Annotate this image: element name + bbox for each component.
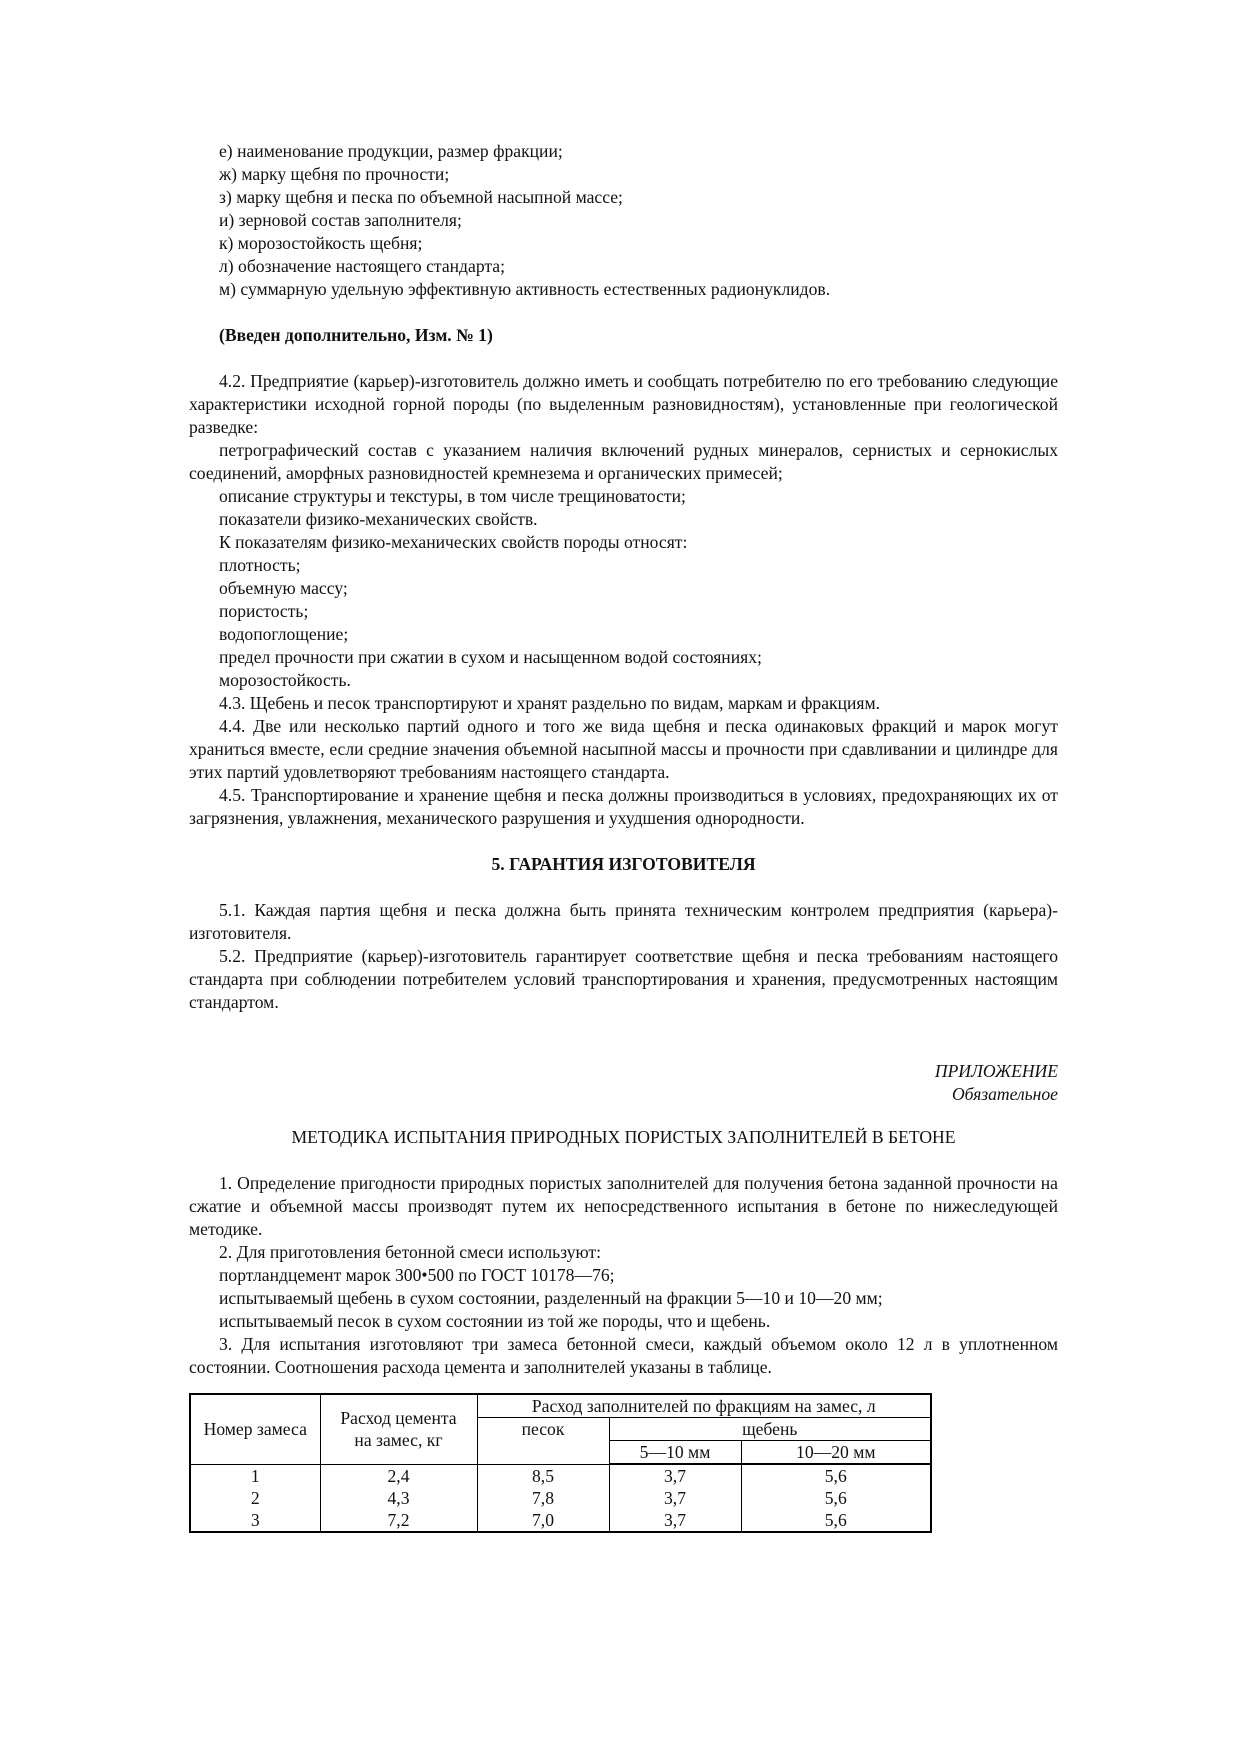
list-item: предел прочности при сжатии в сухом и насыщенном водой состояниях; xyxy=(219,647,762,667)
table-cell: 3 xyxy=(190,1509,320,1532)
header-cement xyxy=(320,1394,477,1464)
table-cell: 3,7 xyxy=(609,1464,741,1487)
table-cell: 3,7 xyxy=(609,1487,741,1509)
list-item: петрографический состав с указанием наличия включений рудных минералов, сернистых и сернокислых соединений, аморфных разновидностей кремнезема и органических примесей; xyxy=(189,440,1058,483)
table-cell: 7,8 xyxy=(477,1487,609,1509)
header-fraction-5-10: 5—10 мм xyxy=(609,1441,741,1465)
header-batch-number: Номер замеса xyxy=(190,1394,320,1464)
table-cell: 2 xyxy=(190,1487,320,1509)
list-item: к) морозостойкость щебня; xyxy=(219,233,423,253)
table-cell: 5,6 xyxy=(741,1487,931,1509)
list-item: пористость; xyxy=(219,601,309,621)
list-item: ж) марку щебня по прочности; xyxy=(219,164,450,184)
list-item: з) марку щебня и песка по объемной насыпной массе; xyxy=(219,187,623,207)
header-gravel: щебень xyxy=(609,1418,931,1441)
table-row xyxy=(190,1464,931,1487)
list-item: водопоглощение; xyxy=(219,624,349,644)
table-cell: 3,7 xyxy=(609,1509,741,1532)
paragraph-4-5: 4.5. Транспортирование и хранение щебня и песка должны производиться в условиях, предохраняющих их от загрязнения, увлажнения, механического разрушения и ухудшения однородности. xyxy=(189,785,1058,828)
appendix-paragraph-3: 3. Для испытания изготовляют три замеса бетонной смеси, каждый объемом около 12 л в уплотненном состоянии. Соотношения расхода цемента и заполнителей указаны в таблице. xyxy=(189,1334,1058,1377)
amendment-note: (Введен дополнительно, Изм. № 1) xyxy=(219,325,493,345)
appendix-label: ПРИЛОЖЕНИЕ xyxy=(934,1061,1058,1081)
table-cell: 5,6 xyxy=(741,1464,931,1487)
table-row xyxy=(190,1509,931,1532)
batch-composition-table xyxy=(189,1393,932,1533)
appendix-title: МЕТОДИКА ИСПЫТАНИЯ ПРИРОДНЫХ ПОРИСТЫХ ЗАПОЛНИТЕЛЕЙ В БЕТОНЕ xyxy=(291,1127,956,1147)
list-item: и) зерновой состав заполнителя; xyxy=(219,210,462,230)
list-item: испытываемый песок в сухом состоянии из той же породы, что и щебень. xyxy=(219,1311,771,1331)
list-item: К показателям физико-механических свойств породы относят: xyxy=(219,532,688,552)
paragraph-4-4: 4.4. Две или несколько партий одного и того же вида щебня и песка одинаковых фракций и марок могут храниться вместе, если средние значения объемной насыпной массы и прочности при сдавливании и цилиндре для этих партий удовлетворяют требованиям настоящего стандарта. xyxy=(189,716,1058,782)
table-cell: 5,6 xyxy=(741,1509,931,1532)
header-cement-line-1: Расход цемента xyxy=(340,1408,457,1429)
paragraph-5-1: 5.1. Каждая партия щебня и песка должна быть принята техническим контролем предприятия (карьера)-изготовителя. xyxy=(189,900,1058,943)
list-item: л) обозначение настоящего стандарта; xyxy=(219,256,505,276)
list-item: морозостойкость. xyxy=(219,670,351,690)
header-fillers: Расход заполнителей по фракциям на замес, л xyxy=(477,1394,931,1418)
header-sand: песок xyxy=(477,1418,609,1465)
document-page xyxy=(189,140,1058,1533)
paragraph-5-2: 5.2. Предприятие (карьер)-изготовитель гарантирует соответствие щебня и песка требованиям настоящего стандарта при соблюдении потребителем условий транспортирования и хранения, предусмотренных настоящим стандартом. xyxy=(189,946,1058,1012)
list-item: м) суммарную удельную эффективную активность естественных радионуклидов. xyxy=(219,279,831,299)
list-item: портландцемент марок 300•500 по ГОСТ 10178—76; xyxy=(219,1265,615,1285)
table-cell: 8,5 xyxy=(477,1464,609,1487)
appendix-paragraph-1: 1. Определение пригодности природных пористых заполнителей для получения бетона заданной прочности на сжатие и объемной массы производят путем их непосредственного испытания в бетоне по нижеследующей методике. xyxy=(189,1173,1058,1239)
list-item: описание структуры и текстуры, в том числе трещиноватости; xyxy=(219,486,686,506)
paragraph-4-3: 4.3. Щебень и песок транспортируют и хранят раздельно по видам, маркам и фракциям. xyxy=(219,693,881,713)
section-5-title: 5. ГАРАНТИЯ ИЗГОТОВИТЕЛЯ xyxy=(491,854,756,874)
paragraph-4-2: 4.2. Предприятие (карьер)-изготовитель должно иметь и сообщать потребителю по его требованию следующие характеристики исходной горной породы (по выделенным разновидностям), установленные при геологической разведке: xyxy=(189,371,1058,437)
appendix-paragraph-2: 2. Для приготовления бетонной смеси используют: xyxy=(219,1242,601,1262)
table-cell: 1 xyxy=(190,1464,320,1487)
table-cell: 4,3 xyxy=(320,1487,477,1509)
list-item: е) наименование продукции, размер фракции; xyxy=(219,141,563,161)
list-item: показатели физико-механических свойств. xyxy=(219,509,538,529)
table-row xyxy=(190,1487,931,1509)
header-cement-line-2: на замес, кг xyxy=(354,1430,443,1451)
header-fraction-10-20: 10—20 мм xyxy=(741,1441,931,1465)
list-item: испытываемый щебень в сухом состоянии, разделенный на фракции 5—10 и 10—20 мм; xyxy=(219,1288,883,1308)
appendix-status: Обязательное xyxy=(951,1084,1058,1104)
table-cell: 7,0 xyxy=(477,1509,609,1532)
list-item: плотность; xyxy=(219,555,301,575)
table-cell: 2,4 xyxy=(320,1464,477,1487)
table-cell: 7,2 xyxy=(320,1509,477,1532)
list-item: объемную массу; xyxy=(219,578,348,598)
